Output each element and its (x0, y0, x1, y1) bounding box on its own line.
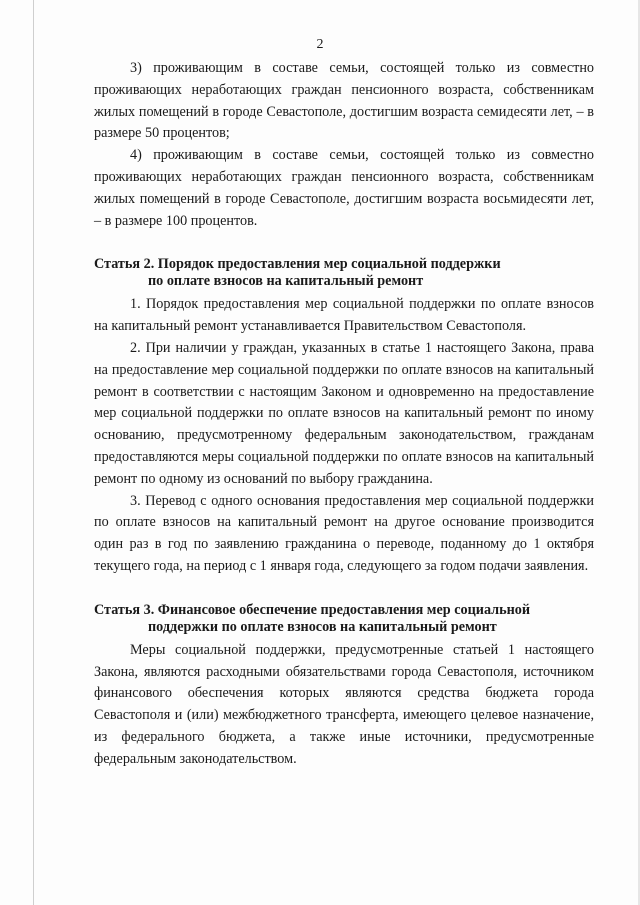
article-2-title-line2: по оплате взносов на капитальный ремонт (148, 273, 424, 290)
article-2-paragraph-3: 3. Перевод с одного основания предоставления мер социальной поддержки по оплате взносов на капитальный ремонт на другое основание производится один раз в год по заявлению гражданина о переводе, поданному до 1 октября текущего года, на период с 1 января года, следующего за годом подачи заявления. (94, 492, 594, 574)
binding-margin-line (33, 0, 34, 905)
list-item-3: 3) проживающим в составе семьи, состоящей только из совместно проживающих неработающих граждан пенсионного возраста, собственникам жилых помещений в городе Севастополе, достигшим возраста семидесяти лет, – в размере 50 процентов; (94, 60, 594, 142)
list-item-4: 4) проживающим в составе семьи, состоящей только из совместно проживающих неработающих граждан пенсионного возраста, собственникам жилых помещений в городе Севастополе, достигшим возраста восьмидесяти лет, – в размере 100 процентов. (94, 147, 594, 229)
article-2-paragraph-1: 1. Порядок предоставления мер социальной поддержки по оплате взносов на капитальный ремонт устанавливается Правительством Севастополя. (94, 296, 594, 335)
article-2-title (94, 256, 594, 290)
article-2-title-line1: Статья 2. Порядок предоставления мер социальной поддержки (94, 256, 501, 273)
article-2-paragraph-2: 2. При наличии у граждан, указанных в статье 1 настоящего Закона, права на предоставление мер социальной поддержки по оплате взносов на капитальный ремонт в соответствии с настоящим Законом и одновременно на предоставление мер социальной поддержки по оплате взносов на капитальный ремонт по иному основанию, предусмотренному федеральным законодательством, гражданам предоставляются меры социальной поддержки по оплате взносов на капитальный ремонт по одному из оснований по выбору гражданина. (94, 339, 594, 487)
document-body (94, 58, 594, 771)
article-3-paragraph-1: Меры социальной поддержки, предусмотренные статьей 1 настоящего Закона, являются расходными обязательствами города Севастополя, источником финансового обеспечения которых являются средства бюджета города Севастополя и (или) межбюджетного трансферта, имеющего целевое назначение, из федерального бюджета, а также иные источники, предусмотренные федеральным законодательством. (94, 641, 594, 767)
article-3-title-line2: поддержки по оплате взносов на капитальный ремонт (148, 618, 497, 635)
page-number: 2 (316, 37, 324, 52)
article-3-title (94, 602, 594, 636)
article-3-title-line1: Статья 3. Финансовое обеспечение предоставления мер социальной (94, 601, 531, 618)
